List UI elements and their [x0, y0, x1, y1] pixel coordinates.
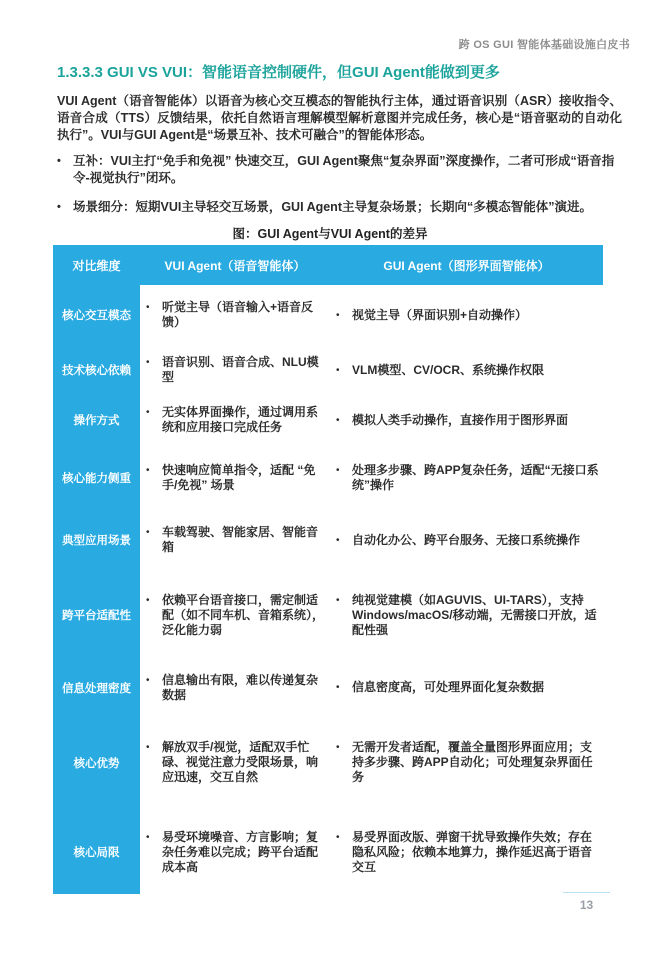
vui-cell-text: 易受环境噪音、方言影响；复杂任务难以完成；跨平台适配成本高: [162, 829, 319, 874]
bullet-icon: •: [146, 594, 150, 606]
bullet-icon: •: [146, 464, 150, 476]
intro-paragraph: VUI Agent（语音智能体）以语音为核心交互模态的智能执行主体，通过语音识别（ASR）接收指令、语音合成（TTS）反馈结果，依托自然语言理解模型解析意图并完成任务，核心是“语音驱动的自动化执行”。VUI与GUI Agent是“场景互补、技术可融合”的智能体形态。: [57, 94, 622, 142]
section-title: 1.3.3.3 GUI VS VUI：智能语音控制硬件，但GUI Agent能做到更多: [57, 64, 500, 81]
row-label: 核心交互模态: [53, 285, 140, 345]
vui-cell-text: 语音识别、语音合成、NLU模型: [162, 355, 319, 384]
bullet-icon: •: [146, 407, 150, 418]
bullet-list: [57, 153, 623, 228]
row-label: 技术核心依赖: [53, 345, 140, 395]
gui-cell-text: 易受界面改版、弹窗干扰导致操作失效；存在隐私风险；依赖本地算力，操作延迟高于语音交互: [352, 829, 593, 874]
row-label: 典型应用场景: [53, 510, 140, 570]
table-row: [53, 570, 603, 660]
bullet-icon: •: [57, 155, 61, 167]
table-row: [53, 510, 603, 570]
bullet-icon: •: [57, 201, 61, 213]
table-row: [53, 810, 603, 894]
gui-cell-text: 处理多步骤、跨APP复杂任务，适配“无接口系统”操作: [352, 462, 599, 492]
row-label: 核心局限: [53, 810, 140, 894]
row-label: 核心能力侧重: [53, 445, 140, 510]
vui-cell-text: 车载驾驶、智能家居、智能音箱: [162, 525, 319, 554]
vui-cell: [140, 285, 330, 345]
bullet-icon: •: [146, 674, 150, 686]
gui-cell: [330, 810, 603, 894]
bullet-icon: •: [146, 527, 150, 538]
gui-cell: [330, 510, 603, 570]
vui-cell: [140, 510, 330, 570]
bullet-icon: •: [336, 464, 340, 476]
vui-cell-text: 快速响应简单指令，适配 “免手/免视” 场景: [162, 462, 316, 492]
gui-cell-text: 视觉主导（界面识别+自动操作）: [352, 307, 528, 322]
vui-cell: [140, 810, 330, 894]
vui-cell: [140, 715, 330, 810]
gui-cell-text: 自动化办公、跨平台服务、无接口系统操作: [352, 532, 581, 547]
gui-cell: [330, 660, 603, 715]
bullet-icon: •: [336, 534, 340, 546]
vui-cell-text: 听觉主导（语音输入+语音反馈）: [162, 300, 314, 329]
bullet-item: [57, 199, 623, 216]
table-row: [53, 715, 603, 810]
table-caption: 图：GUI Agent与VUI Agent的差异: [232, 227, 428, 241]
vui-cell-text: 无实体界面操作，通过调用系统和应用接口完成任务: [162, 405, 319, 434]
table-row: [53, 395, 603, 445]
table-row: [53, 445, 603, 510]
row-label: 操作方式: [53, 395, 140, 445]
bullet-text: 场景细分：短期VUI主导轻交互场景，GUI Agent主导复杂场景；长期向“多模态智能体”演进。: [73, 200, 592, 214]
row-label: 跨平台适配性: [53, 570, 140, 660]
gui-cell: [330, 395, 603, 445]
gui-cell: [330, 445, 603, 510]
vui-cell: [140, 570, 330, 660]
table-row: [53, 285, 603, 345]
bullet-text: 互补：VUI主打“免手和免视” 快速交互，GUI Agent聚焦“复杂界面”深度操作，二者可形成“语音指令-视觉执行”闭环。: [73, 154, 615, 185]
bullet-icon: •: [146, 742, 150, 753]
column-header-gui-agent: GUI Agent（图形界面智能体）: [383, 258, 550, 273]
vui-cell: [140, 395, 330, 445]
vui-cell-text: 信息输出有限，难以传递复杂数据: [162, 672, 319, 702]
bullet-icon: •: [336, 682, 340, 693]
vui-cell: [140, 445, 330, 510]
gui-cell: [330, 285, 603, 345]
gui-cell-text: 模拟人类手动操作，直接作用于图形界面: [352, 412, 569, 427]
page-number: 13: [579, 898, 594, 912]
bullet-icon: •: [146, 302, 150, 313]
page-header-text: 跨 OS GUI 智能体基础设施白皮书: [458, 39, 630, 51]
table-row: [53, 660, 603, 715]
row-label: 核心优势: [53, 715, 140, 810]
bullet-icon: •: [336, 414, 340, 426]
bullet-icon: •: [336, 309, 340, 321]
gui-cell-text: VLM模型、CV/OCR、系统操作权限: [352, 362, 545, 377]
footer-divider: [563, 892, 610, 893]
vui-cell: [140, 660, 330, 715]
bullet-icon: •: [146, 357, 150, 368]
bullet-item: [57, 153, 623, 187]
bullet-icon: •: [146, 831, 150, 843]
page-header: [230, 36, 630, 52]
gui-cell: [330, 715, 603, 810]
vui-cell: [140, 345, 330, 395]
column-header-vui-agent: VUI Agent（语音智能体）: [164, 258, 306, 273]
bullet-icon: •: [336, 742, 340, 753]
bullet-icon: •: [336, 594, 340, 606]
table-row: [53, 345, 603, 395]
bullet-icon: •: [336, 364, 340, 376]
comparison-table: [53, 245, 603, 894]
bullet-icon: •: [336, 831, 340, 843]
vui-cell-text: 解放双手/视觉，适配双手忙碌、视觉注意力受限场景，响应迅速，交互自然: [162, 740, 319, 784]
gui-cell-text: 纯视觉建模（如AGUVIS、UI-TARS），支持Windows/macOS/移动端，无需接口开放，适配性强: [352, 592, 597, 637]
table-header-row: [53, 245, 603, 285]
column-header-dimension: 对比维度: [72, 258, 121, 273]
gui-cell: [330, 570, 603, 660]
gui-cell-text: 无需开发者适配，覆盖全量图形界面应用；支持多步骤、跨APP自动化；可处理复杂界面任务: [352, 740, 593, 784]
gui-cell: [330, 345, 603, 395]
row-label: 信息处理密度: [53, 660, 140, 715]
vui-cell-text: 依赖平台语音接口，需定制适配（如不同车机、音箱系统），泛化能力弱: [162, 592, 325, 637]
gui-cell-text: 信息密度高，可处理界面化复杂数据: [352, 680, 545, 694]
